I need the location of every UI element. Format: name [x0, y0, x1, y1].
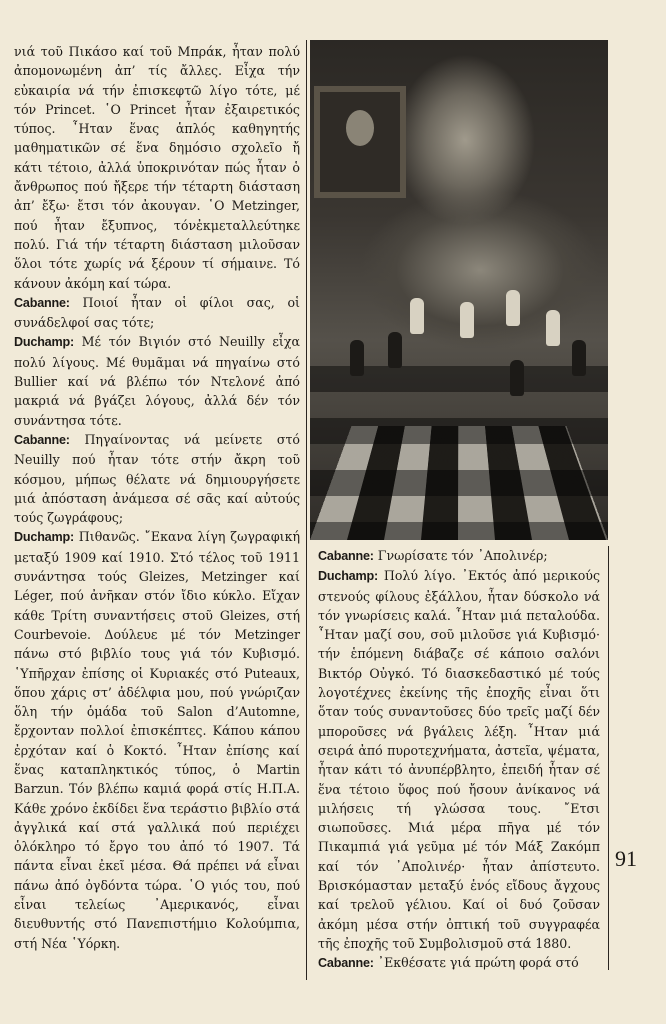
chess-piece: [388, 332, 402, 368]
speaker-label: Duchamp:: [318, 569, 378, 584]
dialogue-text: Πιθανῶς. ῎Εκανα λίγη ζωγραφική μεταξύ 1909 καί 1910. Στό τέλος τοῦ 1911 συνάντησα τούς Gleizes, Metzinger καί Léger, πού ἀνῆκαν στόν ἴδιο κύκλο. Εἴχαν κάθε Τρίτη συναντήσεις στοῦ Gleizes, στή Courbevoie. Δούλευε μέ τόν Metzinger πάνω στό βιβλίο τους γιά τόν Κυβισμό. ῾Υπῆρχαν ἐπίσης οἱ Κυριακές στό Puteaux, ὅπου χάρις στ’ ἀδέλφια μου, πού γνώριζαν ὅλη τήν ὁμάδα τοῦ Salon d’Automne, ἔρχονταν πολλοί ἐπισκέπτες. Κάπου κάπου ἐρχόταν καί ὁ Κοκτό. ῏Ηταν ἐπίσης καί ἕνας καταπληκτικός τύπος, ὁ Martin Barzun. Τόν βλέπω καμιά φορά στίς Η.Π.Α. Κάθε χρόνο ἐκδίδει ἕνα τεράστιο βιβλίο στά ἀγγλικά καί στά γαλλικά πού περιέχει ὁλόκληρο τό ἔργο του ἀπό τό 1907. Τά πάντα εἶναι ἐκεῖ μέσα. Θά πρέπει νά εἶναι πάνω ἀπό ὀγδόντα τώρα. ῾Ο γιός του, πού εἶναι τελείως ᾿Αμερικανός, εἶναι διευθυντής στό Πανεπιστήμιο Κολούμπια, στή Νέα ῾Υόρκη.: [14, 529, 300, 951]
dialogue-line: [14, 293, 300, 333]
speaker-label: Duchamp:: [14, 530, 74, 545]
dialogue-line: [318, 953, 600, 973]
speaker-label: Cabanne:: [14, 432, 70, 447]
chess-piece: [572, 340, 586, 376]
right-column: [318, 546, 600, 974]
dialogue-text: Μέ τόν Βιγιόν στό Neuilly εἶχα πολύ λίγους. Μέ θυμᾶμαι νά πηγαίνω στό Bullier καί νά βλέπω τόν Ντελονέ ἀπό μακριά νά βγάζει λόγους, ἀλλά δέν τόν συνάντησα τότε.: [14, 334, 300, 428]
paragraph: [14, 42, 300, 293]
photograph-man-at-chessboard: [310, 40, 608, 540]
dialogue-line: [14, 332, 300, 429]
chess-piece: [460, 302, 474, 338]
dialogue-text: Ποιοί ἦταν οἱ φίλοι σας, οἱ συνάδελφοί σας τότε;: [14, 294, 300, 331]
chess-piece: [510, 360, 524, 396]
column-rule: [608, 546, 609, 970]
chess-piece: [506, 290, 520, 326]
speaker-label: Cabanne:: [318, 956, 374, 971]
dialogue-text: ᾿Εκθέσατε γιά πρώτη φορά στό: [373, 955, 579, 971]
page-number: 91: [615, 846, 637, 871]
speaker-label: Cabanne:: [14, 295, 70, 310]
dialogue-line: [318, 546, 600, 566]
column-rule: [306, 40, 307, 980]
dialogue-line: [14, 527, 300, 953]
speaker-label: Cabanne:: [318, 549, 374, 563]
chess-piece: [350, 340, 364, 376]
dialogue-line: [318, 566, 600, 953]
paragraph-text: νιά τοῦ Πικάσο καί τοῦ Μπράκ, ἦταν πολύ ἀπομονωμένη ἀπ’ τίς ἄλλες. Εἶχα τήν εὐκαιρία νά τήν ἐπισκεφτῶ λίγο τότε, μέ τόν Princet. ῾Ο Princet ἦταν ἐξαιρετικός τύπος. ῏Ηταν ἕνας ἁπλός καθηγητής μαθηματικῶν σέ ἕνα δημόσιο σχολεῖο ἤ κάτι τέτοιο, ἀλλά ὑποκρινόταν πώς ἦταν ὁ ἄνθρωπος πού ἤξερε τήν τέταρτη διάσταση ἀπ’ ἔξω· ἔτσι τόν ἀκουγαν. ῾Ο Metzinger, πού ἦταν ἔξυπνος, τόνἐκμεταλλεύτηκε πολύ. Γιά τήν τέταρτη διάσταση μιλοῦσαν ὅλοι τότε χωρίς νά ξέρουν τί σήμαινε. Τό κάνουν ἀκόμη καί τώρα.: [14, 44, 300, 291]
framed-portrait: [314, 86, 406, 198]
dialogue-text: Πηγαίνοντας νά μείνετε στό Neuilly πού ἦταν τότε στήν ἄκρη τοῦ κόσμου, μήπως θέλατε νά δημιουργήσετε μιά ἀπόσταση ἀνάμεσα σέ σᾶς καί αὐτούς τούς ζωγράφους;: [14, 431, 300, 526]
chess-piece: [410, 298, 424, 334]
speaker-label: Duchamp:: [14, 335, 74, 350]
dialogue-text: Γνωρίσατε τόν ᾿Απολινέρ;: [373, 548, 548, 563]
portrait-face: [346, 110, 374, 146]
dialogue-line: [14, 430, 300, 527]
left-column: [14, 42, 300, 953]
chess-piece: [546, 310, 560, 346]
dialogue-text: Πολύ λίγο. ᾿Εκτός ἀπό μερικούς στενούς φίλους ἐξάλλου, ἦταν δύσκολο νά τόν γνωρίσεις καλά. ῏Ηταν μιά πεταλούδα. ῏Ηταν μαζί σου, σοῦ μιλοῦσε γιά Κυβισμό· τήν ἑπόμενη διάβαζε σέ κάποιο σαλόνι Βικτόρ Οὐγκό. Τό διασκεδαστικό μέ τούς λογοτέχνες ἐκείνης τῆς ἐποχῆς εἶναι ὅτι ὅταν τούς συναντοῦσες δύο τρεῖς μαζί δέν μποροῦσες νά βγάλεις λέξη. ῏Ηταν μιά σειρά ἀπό πυροτεχνήματα, ἀστεῖα, ψέματα, ἦταν κάτι τό ἀνυπέρβλητο, ἐπειδή ἦταν σέ ἕνα τέτοιο ὕφος πού ἤσουν ἀνίκανος νά μιλήσεις τή γλώσσα τους. ῎Ετσι σιωποῦσες. Μιά μέρα πῆγα μέ τόν Πικαμπιά γιά γεῦμα μέ τόν Μάξ Ζακόμπ καί τόν ᾿Απολινέρ· ἦταν ἀπίστευτο. Βρισκόμασταν μεταξύ ἑνός εἴδους ἄγχους καί τρελοῦ γέλιου. Καί οἱ δυό ζοῦσαν ἀκόμη μέσα στήν ὀπτική τοῦ συγγραφέα τῆς ἐποχῆς τοῦ Συμβολισμοῦ στά 1880.: [318, 568, 600, 951]
